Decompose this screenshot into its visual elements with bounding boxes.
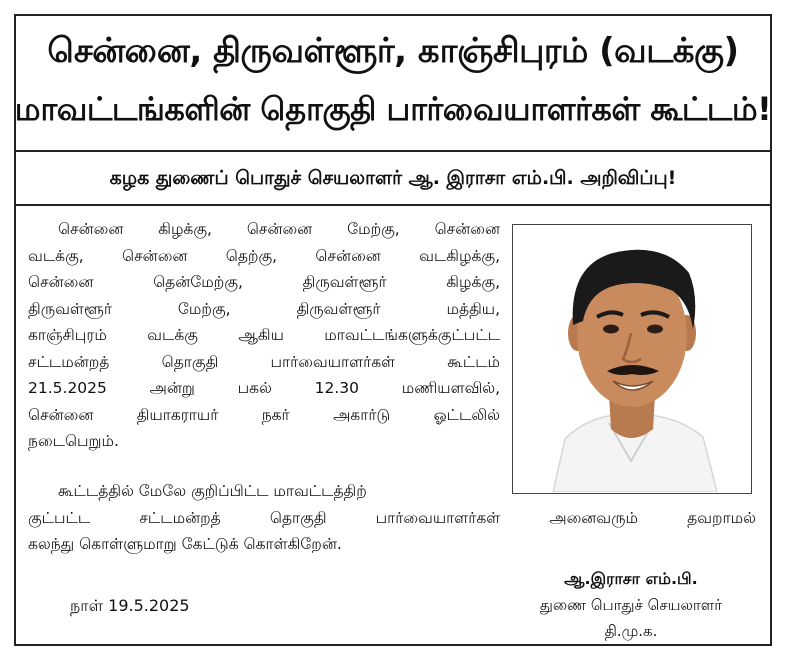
signature-block — [496, 566, 766, 644]
paragraph-line: சென்னை கிழக்கு, சென்னை மேற்கு, சென்னை — [58, 220, 500, 238]
paragraph-line: குட்பட்ட சட்டமன்றத் தொகுதி பார்வையாளர்கள் அனைவரும் தவறாமல் — [28, 508, 756, 527]
headline-line-2: மாவட்டங்களின் தொகுதி பார்வையாளர்கள் கூட்டம்! — [14, 90, 772, 128]
paragraph-line: சென்னை தென்மேற்கு, திருவள்ளூர் கிழக்கு, — [28, 273, 500, 291]
subheadline: கழக துணைப் பொதுச் செயலாளர் ஆ. இராசா எம்.பி. அறிவிப்பு! — [109, 167, 677, 189]
announcement-paragraph-2 — [28, 478, 756, 558]
paragraph-line: சட்டமன்றத் தொகுதி பார்வையாளர்கள் கூட்டம் — [28, 352, 500, 371]
paragraph-line: கூட்டத்தில் மேலே குறிப்பிட்ட மாவட்டத்திற் — [58, 482, 367, 500]
signatory-title: துணை பொதுச் செயலாளர் — [539, 596, 723, 614]
announcement-paragraph-1 — [28, 216, 500, 455]
signatory-name: ஆ.இராசா எம்.பி. — [564, 569, 698, 588]
notice-date: நாள் 19.5.2025 — [70, 596, 190, 615]
paragraph-line: காஞ்சிபுரம் வடக்கு ஆகிய மாவட்டங்களுக்குட்பட்ட — [28, 326, 500, 344]
headline-box — [14, 14, 772, 152]
paragraph-line: கலந்து கொள்ளுமாறு கேட்டுக் கொள்கிறேன். — [28, 535, 342, 553]
portrait-photo — [512, 224, 752, 494]
headline-line-1: சென்னை, திருவள்ளூர், காஞ்சிபுரம் (வடக்கு) — [47, 31, 739, 71]
paragraph-line: நடைபெறும். — [28, 432, 119, 450]
paragraph-line: வடக்கு, சென்னை தெற்கு, சென்னை வடகிழக்கு, — [28, 246, 500, 265]
portrait-icon — [513, 225, 750, 492]
paragraph-line: சென்னை தியாகராயர் நகர் அகார்டு ஓட்டலில் — [28, 405, 500, 424]
paragraph-line: 21.5.2025 அன்று பகல் 12.30 மணியளவில், — [28, 379, 500, 397]
subheadline-box — [14, 152, 772, 206]
signatory-party: தி.மு.க. — [604, 622, 658, 640]
paragraph-line: திருவள்ளூர் மேற்கு, திருவள்ளூர் மத்திய, — [28, 299, 500, 318]
